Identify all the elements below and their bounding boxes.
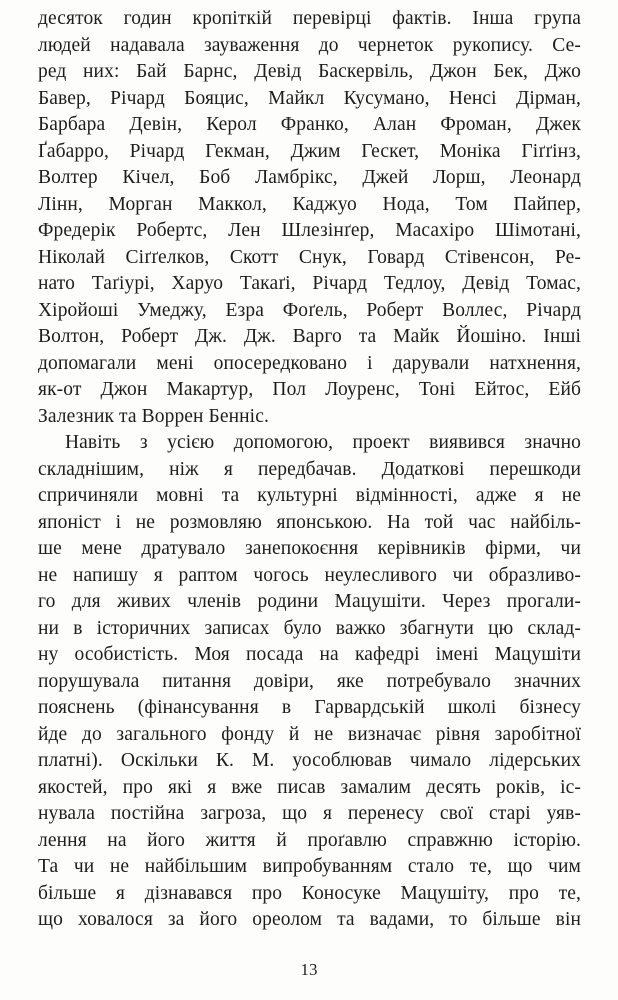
page-number: 13 [300, 960, 318, 979]
text-line: що ховалося за його ореолом та вадами, то більше він [38, 909, 581, 930]
text-line: ше мене дратувало занепокоєння керівників фірми, чи [38, 538, 581, 559]
paragraph [38, 430, 581, 934]
text-line: ну особистість. Моя посада на кафедрі імені Мацушіти [38, 644, 581, 665]
text-line: платні). Оскільки К. М. уособлював чимало лідерських [38, 750, 581, 771]
text-line: ни в історичних записах було важко збагнути цю склад- [38, 617, 581, 639]
text-line: як-от Джон Макартур, Пол Лоуренс, Тоні Ейтос, Ейб [38, 379, 581, 400]
text-line: Барбара Девін, Керол Франко, Алан Фроман, Джек [38, 114, 581, 135]
text-line: йде до загального фонду й не визначає рівня заробітної [38, 723, 581, 745]
text-line: складнішим, ніж я передбачав. Додаткові перешкоди [38, 458, 581, 480]
text-line: Лінн, Морган Маккол, Каджуо Нода, Том Пайпер, [38, 193, 581, 215]
text-line: Хіройоші Умеджу, Езра Фоґель, Роберт Воллес, Річард [38, 299, 581, 321]
text-line: якостей, про які я вже писав замалим десять років, іс- [38, 776, 581, 798]
text-line: спричиняли мовні та культурні відмінності, адже я не [38, 485, 581, 506]
text-line: людей надавала зауваження до чернеток рукопису. Се- [38, 34, 581, 56]
text-line: Навіть з усією допомогою, проект виявився значно [65, 432, 581, 453]
text-line: Волтер Кічел, Боб Ламбрікс, Джей Лорш, Леонард [38, 167, 581, 188]
text-line: Ніколай Сіґґелков, Скотт Снук, Говард Стівенсон, Ре- [38, 246, 581, 268]
text-line: десяток годин кропіткій перевірці фактів. Інша група [38, 8, 581, 29]
text-line: пояснень (фінансування в Гарвардській школі бізнесу [38, 697, 581, 718]
text-line: Залезник та Воррен Бенніс. [38, 405, 269, 427]
text-line: Бавер, Річард Бояцис, Майкл Кусумано, Ненсі Дірман, [38, 87, 581, 109]
text-line: Та чи не найбільшим випробуванням стало те, що чим [38, 856, 581, 877]
text-line: Фредерік Робертс, Лен Шлезінґер, Масахіро Шімотані, [38, 220, 581, 241]
text-line: лення на його життя й проґавлю справжню історію. [38, 829, 581, 851]
text-line: нато Таґіурі, Харуо Такаґі, Річард Тедлоу, Девід Томас, [38, 273, 581, 294]
text-line: Ґабарро, Річард Гекман, Джим Гескет, Моніка Гіґґінз, [38, 140, 581, 162]
text-line: нувала постійна загроза, що я перенесу свої старі уяв- [38, 803, 581, 824]
text-line: ред них: Бай Барнс, Девід Баскервіль, Джон Бек, Джо [38, 61, 581, 82]
text-line: японіст і не розмовляю японською. На той час найбіль- [38, 511, 581, 533]
text-line: Волтон, Роберт Дж. Дж. Варго та Майк Йошіно. Інші [38, 326, 581, 347]
paragraph [38, 6, 581, 430]
text-line: порушувала питання довіри, яке потребувало значних [38, 670, 581, 692]
text-line: допомагали мені опосередковано і дарували натхнення, [38, 352, 581, 374]
text-line: не напишу я раптом чогось неулесливого чи образливо- [38, 564, 581, 586]
text-line: го для живих членів родини Мацушіти. Через прогали- [38, 591, 581, 612]
body-text [38, 6, 581, 934]
text-line: більше я дізнавався про Коносуке Мацушіту, про те, [38, 882, 581, 904]
